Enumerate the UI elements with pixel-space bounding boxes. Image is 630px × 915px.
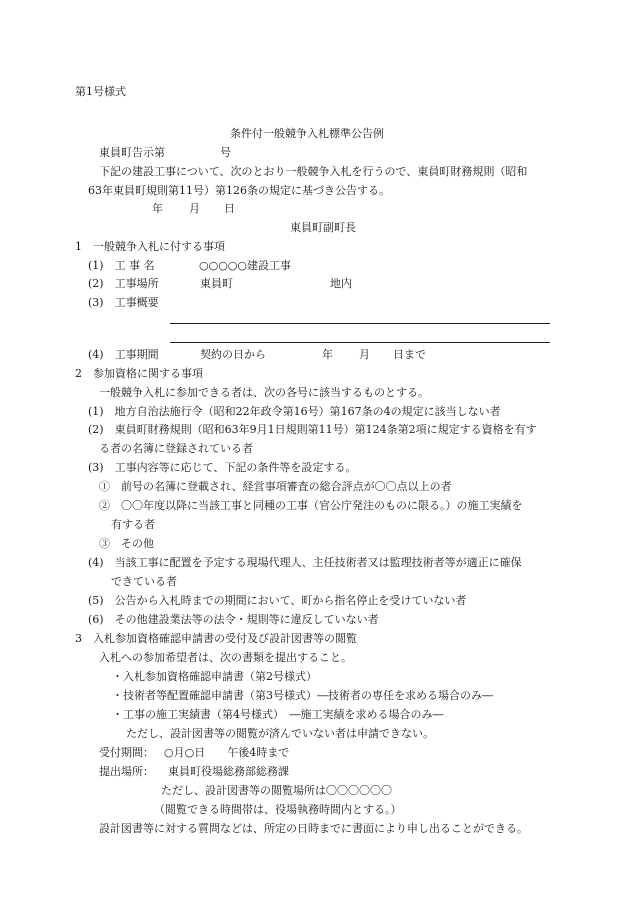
qualification-item-4-line-2: できている者	[111, 575, 177, 588]
qualification-item-2-line-2: る者の名簿に登録されている者	[99, 442, 253, 455]
submission-place-value: 東員町役場総務部総務課	[168, 765, 289, 778]
document-title: 条件付一般競争入札標準公告例	[230, 127, 384, 140]
qualification-sub-1: ① 前号の名簿に登載され、経営事項審査の総合評点が〇〇点以上の者	[99, 480, 452, 493]
viewing-place-note: ただし、設計図書等の閲覧場所は〇〇〇〇〇〇	[161, 784, 392, 797]
project-location-suffix: 地内	[330, 277, 352, 290]
project-name-label: (1) 工 事 名	[88, 259, 155, 272]
section-2-heading: 2 参加資格に関する事項	[75, 367, 203, 380]
project-period-from: 契約の日から	[200, 348, 266, 361]
reception-period-value: ○月○日 午後4時まで	[164, 746, 290, 759]
project-location-label: (2) 工事場所	[88, 277, 159, 290]
reception-period-label: 受付期間：	[99, 746, 154, 759]
project-location-value: 東員町	[200, 277, 233, 290]
required-document-3: ・工事の施工実績書（第4号様式） ―施工実績を求める場合のみ―	[112, 708, 444, 721]
project-period-label: (4) 工事期間	[88, 348, 159, 361]
qualification-sub-3: ③ その他	[99, 537, 154, 550]
question-note: 設計図書等に対する質問などは、所定の日時までに書面により申し出ることができる。	[99, 822, 528, 835]
application-note: ただし、設計図書等の閲覧が済んでいない者は申請できない。	[126, 727, 434, 740]
qualification-item-5: (5) 公告から入札時までの期間において、町から指名停止を受けていない者	[88, 594, 467, 607]
project-period-until: 日まで	[393, 348, 426, 361]
project-overview-label: (3) 工事概要	[88, 296, 159, 309]
qualification-sub-2-line-2: 有する者	[111, 518, 155, 531]
form-number: 第1号様式	[75, 85, 126, 98]
qualification-item-3: (3) 工事内容等に応じて、下記の条件等を設定する。	[88, 461, 357, 474]
section-3-intro: 入札への参加希望者は、次の書類を提出すること。	[99, 651, 352, 664]
project-period-year: 年	[322, 348, 333, 361]
issuer: 東員町副町長	[290, 221, 356, 234]
section-2-intro: 一般競争入札に参加できる者は、次の各号に該当するものとする。	[99, 386, 429, 399]
intro-line-2: 63年東員町規則第11号）第126条の規定に基づき公告する。	[88, 184, 390, 197]
qualification-item-2-line-1: (2) 東員町財務規則（昭和63年9月1日規則第11号）第124条第2項に規定する資格を有す	[88, 423, 537, 436]
overview-blank-line-1	[170, 323, 550, 324]
date-year: 年	[152, 202, 163, 215]
date-month: 月	[189, 202, 200, 215]
required-document-2: ・技術者等配置確認申請書（第3号様式）―技術者の専任を求める場合のみ―	[112, 689, 493, 702]
viewing-hours-note: （閲覧できる時間帯は、役場執務時間内とする。）	[154, 803, 402, 816]
qualification-sub-2-line-1: ② 〇〇年度以降に当該工事と同種の工事（官公庁発注のものに限る。）の施工実績を	[99, 499, 523, 512]
notice-number-label: 東員町告示第	[99, 146, 165, 159]
qualification-item-4-line-1: (4) 当該工事に配置を予定する現場代理人、主任技術者又は監理技術者等が適正に確保	[88, 556, 522, 569]
section-3-heading: 3 入札参加資格確認申請書の受付及び設計図書等の閲覧	[75, 632, 357, 645]
section-1-heading: 1 一般競争入札に付する事項	[75, 240, 225, 253]
qualification-item-6: (6) その他建設業法等の法令・規則等に違反していない者	[88, 613, 379, 626]
intro-line-1: 下記の建設工事について、次のとおり一般競争入札を行うので、東員町財務規則（昭和	[99, 165, 528, 178]
qualification-item-1: (1) 地方自治法施行令（昭和22年政令第16号）第167条の4の規定に該当しない者	[88, 405, 501, 418]
overview-blank-line-2	[170, 342, 550, 343]
project-name-value: ○○○○○建設工事	[199, 259, 291, 272]
required-document-1: ・入札参加資格確認申請書（第2号様式）	[112, 670, 317, 683]
submission-place-label: 提出場所：	[99, 765, 154, 778]
notice-number-suffix: 号	[220, 146, 231, 159]
date-day: 日	[224, 202, 235, 215]
project-period-month: 月	[359, 348, 370, 361]
